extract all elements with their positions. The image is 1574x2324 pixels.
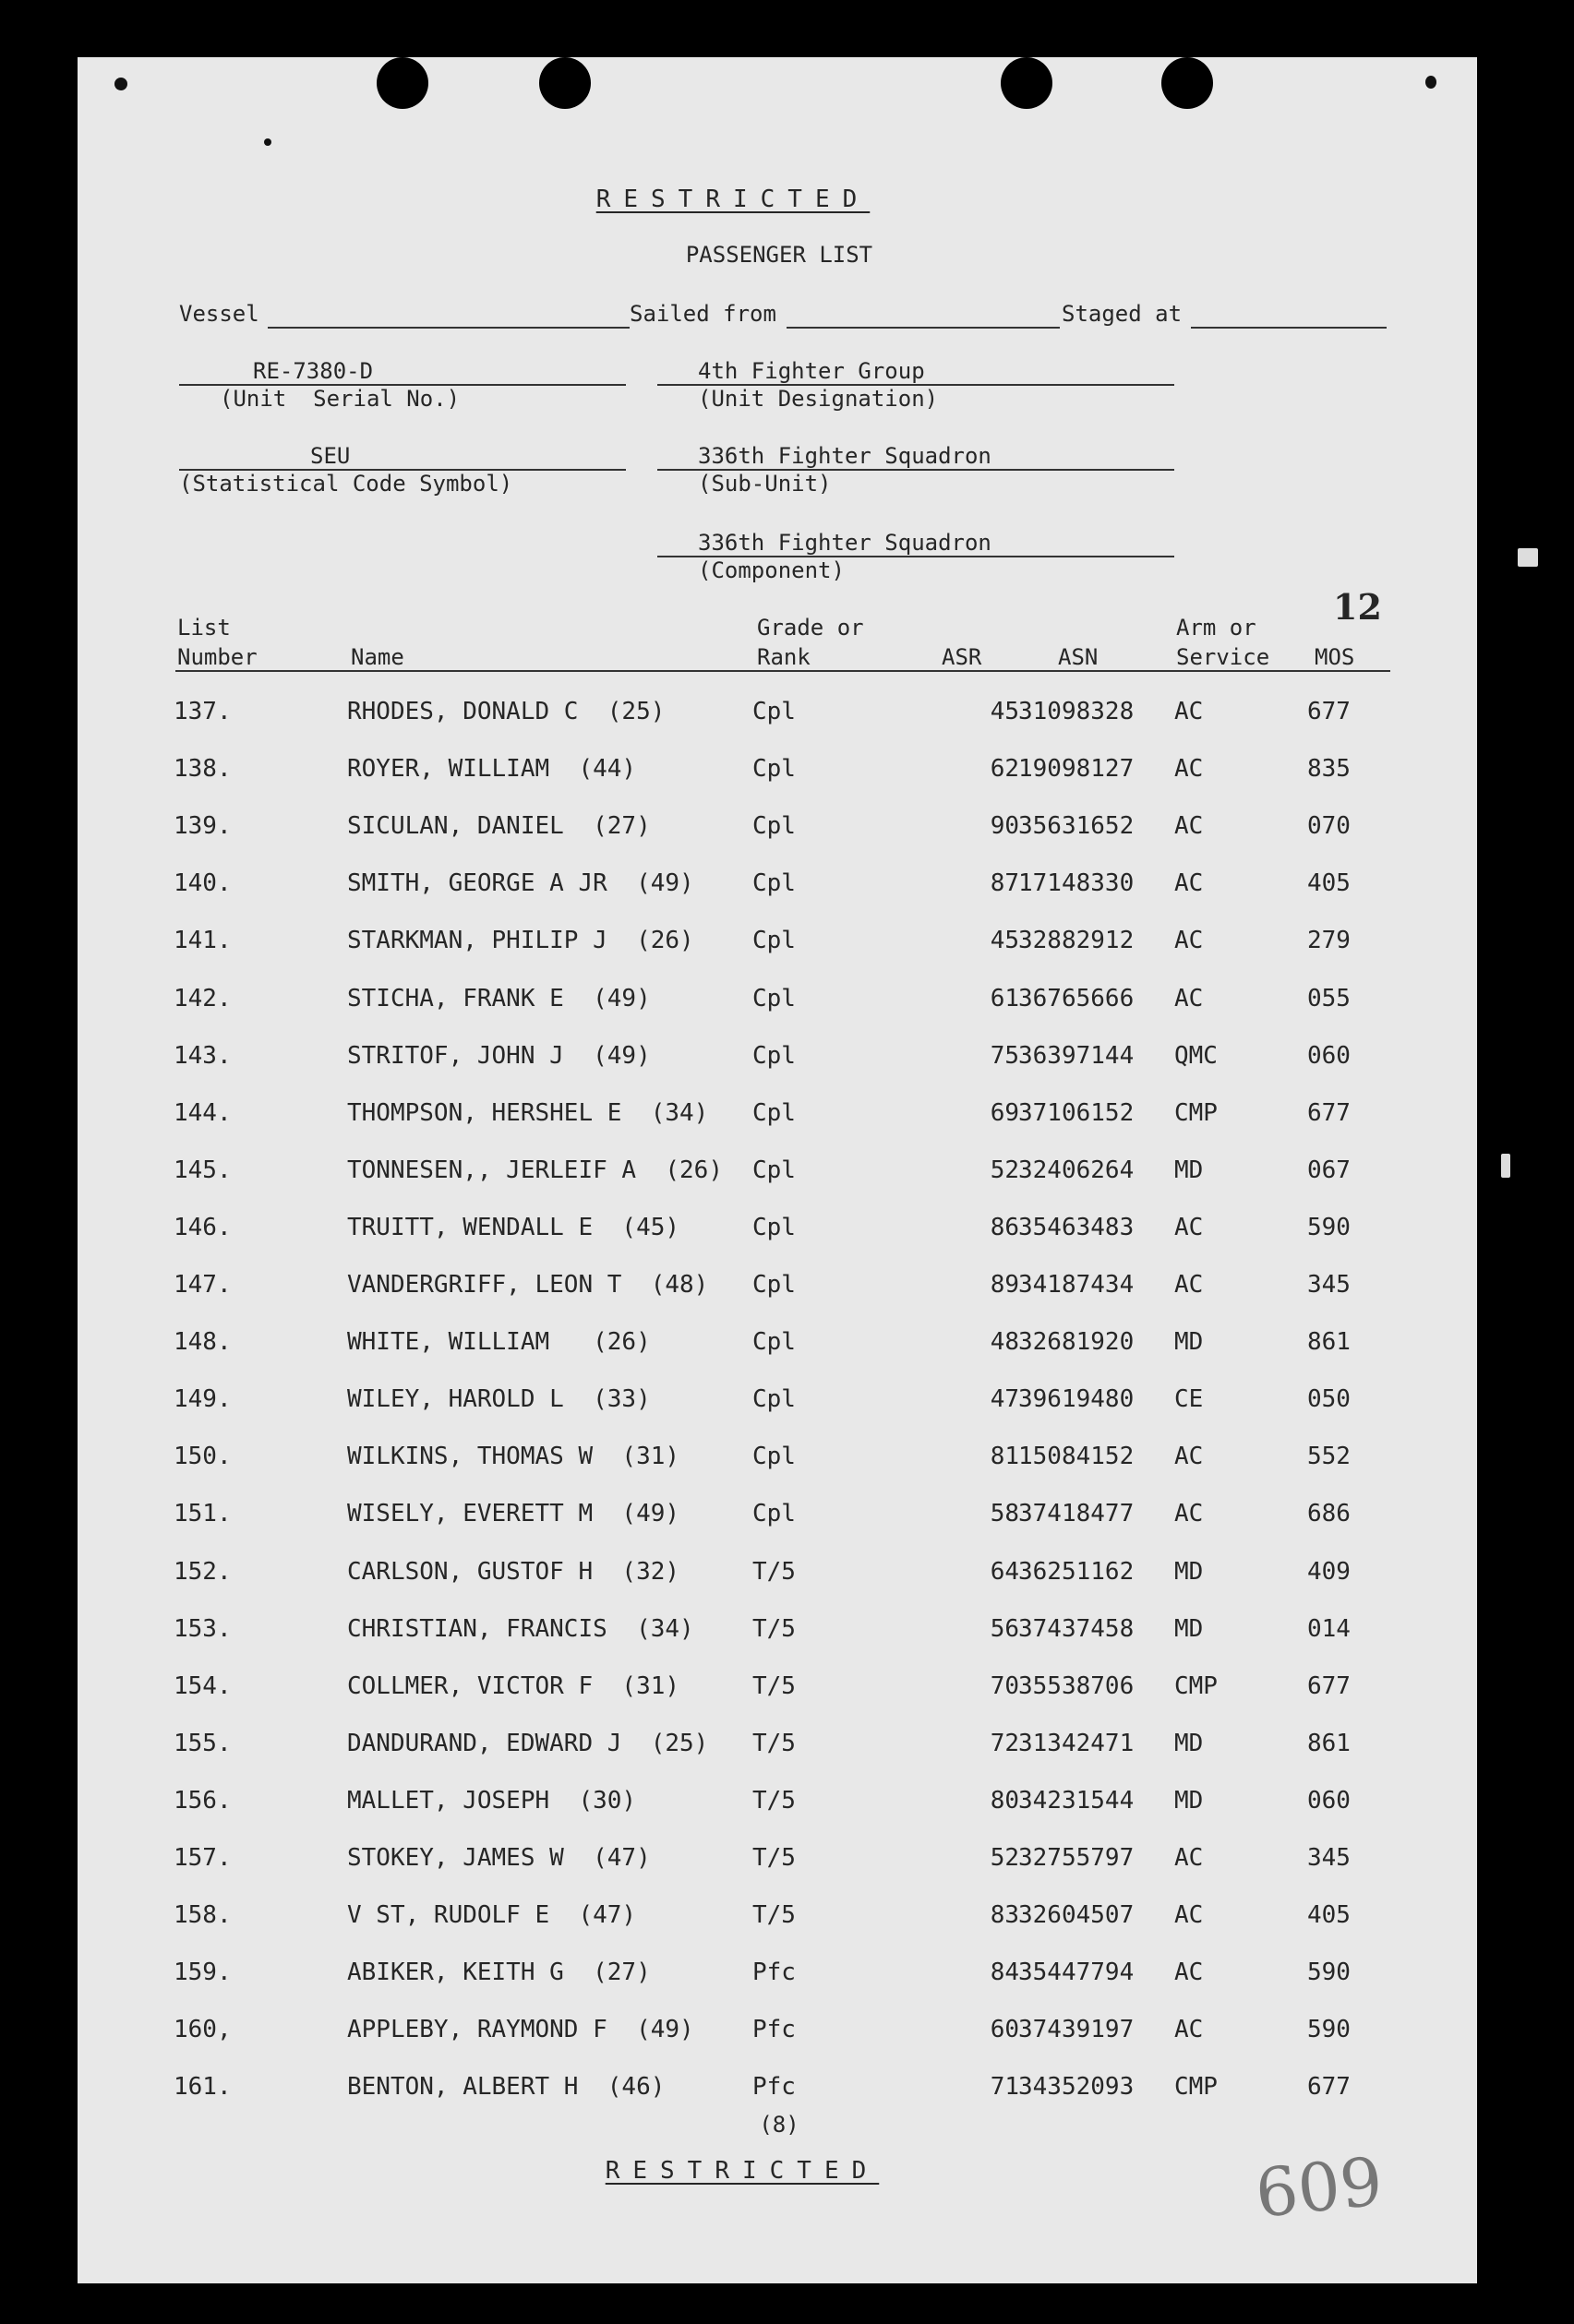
row-number: 143. — [174, 1041, 232, 1070]
row-arm: CMP — [1174, 1098, 1218, 1127]
row-mos: 677 — [1307, 698, 1351, 725]
row-name: SICULAN, DANIEL (27) — [347, 812, 651, 841]
edge-speck — [1501, 1154, 1510, 1178]
row-grade: Cpl — [752, 1385, 796, 1414]
row-asr: 81 — [990, 1443, 1019, 1471]
row-grade: T/5 — [752, 1557, 796, 1586]
row-asn: 36765666 — [1018, 984, 1135, 1012]
row-asr: 84 — [990, 1959, 1019, 1987]
row-number: 148. — [174, 1328, 232, 1357]
table-row — [78, 698, 1477, 735]
row-mos: 345 — [1307, 1271, 1351, 1299]
row-asn: 32755797 — [1018, 1844, 1135, 1872]
row-name: CARLSON, GUSTOF H (32) — [347, 1557, 680, 1586]
row-name: WILEY, HAROLD L (33) — [347, 1385, 651, 1414]
row-number: 161. — [174, 2073, 232, 2102]
staged-at-line — [1191, 327, 1387, 329]
row-arm: CMP — [1174, 1671, 1218, 1700]
row-mos: 060 — [1307, 1786, 1351, 1815]
row-arm: AC — [1174, 1901, 1204, 1930]
row-asn: 32406264 — [1018, 1156, 1135, 1184]
table-row — [78, 2073, 1477, 2110]
sailed-from-label: Sailed from — [630, 301, 776, 327]
row-grade: Cpl — [752, 1443, 796, 1471]
row-grade: T/5 — [752, 1786, 796, 1815]
table-row — [78, 1156, 1477, 1193]
row-grade: Pfc — [752, 2073, 796, 2102]
row-mos: 405 — [1307, 869, 1351, 898]
row-grade: Cpl — [752, 984, 796, 1012]
table-row — [78, 927, 1477, 964]
row-asr: 86 — [990, 1213, 1019, 1241]
row-asn: 36251162 — [1018, 1557, 1135, 1586]
row-asn: 36397144 — [1018, 1041, 1135, 1070]
punch-hole-left-2 — [539, 57, 591, 109]
unit-serial-caption: (Unit Serial No.) — [220, 386, 461, 412]
table-row — [78, 1500, 1477, 1537]
row-number: 150. — [174, 1443, 232, 1471]
row-number: 156. — [174, 1786, 232, 1815]
table-row — [78, 869, 1477, 906]
row-number: 149. — [174, 1385, 232, 1414]
row-asr: 71 — [990, 2073, 1019, 2102]
row-arm: MD — [1174, 1786, 1204, 1815]
row-mos: 590 — [1307, 1959, 1351, 1987]
row-number: 160, — [174, 2016, 232, 2044]
table-row — [78, 1672, 1477, 1709]
row-arm: AC — [1174, 869, 1204, 898]
table-row — [78, 1558, 1477, 1595]
row-name: STOKEY, JAMES W (47) — [347, 1844, 651, 1872]
row-asr: 89 — [990, 1271, 1019, 1299]
row-asr: 58 — [990, 1500, 1019, 1528]
table-row — [78, 2016, 1477, 2053]
row-number: 151. — [174, 1500, 232, 1528]
row-arm: AC — [1174, 927, 1204, 955]
row-number: 158. — [174, 1901, 232, 1930]
edge-speck — [1518, 548, 1538, 567]
col-list-number-2: Number — [177, 644, 258, 670]
document-title: PASSENGER LIST — [685, 242, 873, 268]
row-asr: 56 — [990, 1614, 1019, 1643]
row-grade: Pfc — [752, 2016, 796, 2044]
component-value: 336th Fighter Squadron — [698, 530, 991, 556]
table-row — [78, 985, 1477, 1022]
row-asr: 62 — [990, 755, 1019, 784]
row-grade: Cpl — [752, 1041, 796, 1070]
row-mos: 677 — [1307, 2073, 1351, 2102]
row-arm: AC — [1174, 698, 1204, 725]
row-mos: 409 — [1307, 1557, 1351, 1586]
header-rule — [175, 670, 1390, 672]
row-mos: 060 — [1307, 1041, 1351, 1070]
row-name: WHITE, WILLIAM (26) — [347, 1328, 651, 1357]
row-asr: 75 — [990, 1041, 1019, 1070]
row-arm: MD — [1174, 1557, 1204, 1586]
row-mos: 677 — [1307, 1098, 1351, 1127]
row-arm: AC — [1174, 1271, 1204, 1299]
punch-hole-right-2 — [1161, 57, 1213, 109]
row-name: ABIKER, KEITH G (27) — [347, 1959, 651, 1987]
row-asr: 52 — [990, 1156, 1019, 1184]
row-name: STARKMAN, PHILIP J (26) — [347, 927, 694, 955]
row-number: 141. — [174, 927, 232, 955]
row-asn: 32604507 — [1018, 1901, 1135, 1930]
row-number: 159. — [174, 1959, 232, 1987]
row-grade: Pfc — [752, 1959, 796, 1987]
row-asn: 37418477 — [1018, 1500, 1135, 1528]
col-grade-2: Rank — [757, 644, 811, 670]
row-grade: Cpl — [752, 1213, 796, 1241]
row-name: VANDERGRIFF, LEON T (48) — [347, 1271, 709, 1299]
row-asn: 32882912 — [1018, 927, 1135, 955]
row-name: WILKINS, THOMAS W (31) — [347, 1443, 680, 1471]
table-row — [78, 1844, 1477, 1881]
row-arm: AC — [1174, 1443, 1204, 1471]
row-name: ROYER, WILLIAM (44) — [347, 755, 637, 784]
row-number: 155. — [174, 1729, 232, 1757]
row-number: 145. — [174, 1156, 232, 1184]
row-asn: 31342471 — [1018, 1729, 1135, 1757]
row-grade: T/5 — [752, 1614, 796, 1643]
row-name: CHRISTIAN, FRANCIS (34) — [347, 1614, 694, 1643]
classification-top: RESTRICTED — [595, 186, 871, 213]
row-grade: Cpl — [752, 1328, 796, 1357]
col-asn: ASN — [1058, 644, 1099, 670]
row-asr: 52 — [990, 1844, 1019, 1872]
row-name: MALLET, JOSEPH (30) — [347, 1786, 637, 1815]
row-mos: 552 — [1307, 1443, 1351, 1471]
table-row — [78, 1271, 1477, 1308]
row-asr: 48 — [990, 1328, 1019, 1357]
row-arm: AC — [1174, 812, 1204, 841]
row-arm: MD — [1174, 1328, 1204, 1357]
document-page — [78, 57, 1477, 2283]
component-caption: (Component) — [698, 557, 845, 583]
unit-serial-value: RE-7380-D — [253, 358, 374, 384]
table-row — [78, 1901, 1477, 1938]
row-grade: Cpl — [752, 1271, 796, 1299]
row-asn: 35631652 — [1018, 812, 1135, 841]
table-row — [78, 1214, 1477, 1251]
handwritten-note: 609 — [1251, 2142, 1387, 2233]
row-arm: AC — [1174, 755, 1204, 784]
page-mark: 12 — [1333, 586, 1382, 628]
row-grade: Cpl — [752, 869, 796, 898]
table-row — [78, 1443, 1477, 1479]
row-number: 146. — [174, 1213, 232, 1241]
row-number: 142. — [174, 984, 232, 1012]
row-grade: T/5 — [752, 1671, 796, 1700]
row-asr: 47 — [990, 1385, 1019, 1414]
row-asr: 69 — [990, 1098, 1019, 1127]
speck — [264, 138, 271, 146]
sailed-from-line — [787, 327, 1060, 329]
row-number: 137. — [174, 698, 232, 725]
row-asr: 90 — [990, 812, 1019, 841]
row-grade: Cpl — [752, 1098, 796, 1127]
row-asn: 34352093 — [1018, 2073, 1135, 2102]
table-row — [78, 1099, 1477, 1136]
row-asn: 39619480 — [1018, 1385, 1135, 1414]
row-mos: 050 — [1307, 1385, 1351, 1414]
row-arm: MD — [1174, 1156, 1204, 1184]
row-grade: T/5 — [752, 1901, 796, 1930]
row-arm: AC — [1174, 1500, 1204, 1528]
col-mos: MOS — [1315, 644, 1355, 670]
row-asn: 35538706 — [1018, 1671, 1135, 1700]
row-name: STICHA, FRANK E (49) — [347, 984, 651, 1012]
col-grade-1: Grade or — [757, 615, 864, 641]
stat-code-caption: (Statistical Code Symbol) — [179, 471, 513, 497]
row-name: SMITH, GEORGE A JR (49) — [347, 869, 694, 898]
row-arm: AC — [1174, 1959, 1204, 1987]
unit-designation-value: 4th Fighter Group — [698, 358, 925, 384]
row-name: TONNESEN,, JERLEIF A (26) — [347, 1156, 723, 1184]
col-arm-2: Service — [1176, 644, 1270, 670]
row-asn: 37437458 — [1018, 1614, 1135, 1643]
row-number: 154. — [174, 1671, 232, 1700]
row-asr: 60 — [990, 2016, 1019, 2044]
row-asn: 32681920 — [1018, 1328, 1135, 1357]
sub-unit-value: 336th Fighter Squadron — [698, 443, 991, 469]
page-number: (8) — [759, 2112, 799, 2138]
punch-hole-left — [377, 57, 428, 109]
row-asr: 70 — [990, 1671, 1019, 1700]
row-grade: Cpl — [752, 755, 796, 784]
row-number: 152. — [174, 1557, 232, 1586]
row-name: WISELY, EVERETT M (49) — [347, 1500, 680, 1528]
row-mos: 590 — [1307, 1213, 1351, 1241]
row-mos: 345 — [1307, 1844, 1351, 1872]
row-mos: 014 — [1307, 1614, 1351, 1643]
row-arm: MD — [1174, 1729, 1204, 1757]
row-name: COLLMER, VICTOR F (31) — [347, 1671, 680, 1700]
row-arm: AC — [1174, 1844, 1204, 1872]
row-mos: 861 — [1307, 1328, 1351, 1357]
row-arm: MD — [1174, 1614, 1204, 1643]
row-asn: 34187434 — [1018, 1271, 1135, 1299]
row-mos: 405 — [1307, 1901, 1351, 1930]
table-row — [78, 755, 1477, 792]
row-asn: 17148330 — [1018, 869, 1135, 898]
row-asn: 15084152 — [1018, 1443, 1135, 1471]
row-arm: AC — [1174, 984, 1204, 1012]
row-arm: CMP — [1174, 2073, 1218, 2102]
row-asr: 61 — [990, 984, 1019, 1012]
row-grade: Cpl — [752, 1500, 796, 1528]
row-number: 144. — [174, 1098, 232, 1127]
row-arm: AC — [1174, 2016, 1204, 2044]
row-grade: Cpl — [752, 698, 796, 725]
row-mos: 686 — [1307, 1500, 1351, 1528]
row-name: RHODES, DONALD C (25) — [347, 698, 666, 725]
row-number: 147. — [174, 1271, 232, 1299]
row-asr: 72 — [990, 1729, 1019, 1757]
row-mos: 279 — [1307, 927, 1351, 955]
row-number: 157. — [174, 1844, 232, 1872]
row-mos: 070 — [1307, 812, 1351, 841]
row-name: STRITOF, JOHN J (49) — [347, 1041, 651, 1070]
col-arm-1: Arm or — [1176, 615, 1256, 641]
row-asn: 19098127 — [1018, 755, 1135, 784]
row-mos: 677 — [1307, 1671, 1351, 1700]
row-name: DANDURAND, EDWARD J (25) — [347, 1729, 709, 1757]
unit-designation-caption: (Unit Designation) — [698, 386, 939, 412]
col-asr: ASR — [942, 644, 982, 670]
sub-unit-caption: (Sub-Unit) — [698, 471, 832, 497]
table-row — [78, 1787, 1477, 1824]
classification-bottom: RESTRICTED — [605, 2157, 880, 2185]
vessel-label: Vessel — [179, 301, 259, 327]
row-name: TRUITT, WENDALL E (45) — [347, 1213, 680, 1241]
row-mos: 861 — [1307, 1729, 1351, 1757]
row-number: 138. — [174, 755, 232, 784]
row-arm: QMC — [1174, 1041, 1218, 1070]
row-grade: Cpl — [752, 1156, 796, 1184]
row-arm: AC — [1174, 1213, 1204, 1241]
row-asr: 45 — [990, 927, 1019, 955]
row-asn: 37106152 — [1018, 1098, 1135, 1127]
row-mos: 835 — [1307, 755, 1351, 784]
row-asn: 31098328 — [1018, 698, 1135, 725]
staged-at-label: Staged at — [1062, 301, 1183, 327]
table-row — [78, 1328, 1477, 1365]
row-mos: 590 — [1307, 2016, 1351, 2044]
row-asn: 37439197 — [1018, 2016, 1135, 2044]
row-mos: 067 — [1307, 1156, 1351, 1184]
row-asr: 80 — [990, 1786, 1019, 1815]
row-asn: 35447794 — [1018, 1959, 1135, 1987]
col-list-number-1: List — [177, 615, 231, 641]
row-number: 139. — [174, 812, 232, 841]
stat-code-value: SEU — [310, 443, 351, 469]
row-grade: Cpl — [752, 927, 796, 955]
table-row — [78, 1615, 1477, 1652]
punch-hole-right — [1001, 57, 1052, 109]
row-asr: 83 — [990, 1901, 1019, 1930]
row-name: THOMPSON, HERSHEL E (34) — [347, 1098, 709, 1127]
table-row — [78, 1730, 1477, 1767]
row-asr: 45 — [990, 698, 1019, 725]
row-asr: 87 — [990, 869, 1019, 898]
row-name: V ST, RUDOLF E (47) — [347, 1901, 637, 1930]
row-number: 140. — [174, 869, 232, 898]
speck — [114, 78, 127, 90]
row-grade: Cpl — [752, 812, 796, 841]
row-asn: 34231544 — [1018, 1786, 1135, 1815]
row-name: APPLEBY, RAYMOND F (49) — [347, 2016, 694, 2044]
row-asr: 64 — [990, 1557, 1019, 1586]
speck — [1425, 76, 1436, 89]
row-grade: T/5 — [752, 1844, 796, 1872]
table-row — [78, 812, 1477, 849]
row-arm: CE — [1174, 1385, 1204, 1414]
row-grade: T/5 — [752, 1729, 796, 1757]
table-row — [78, 1042, 1477, 1079]
table-row — [78, 1385, 1477, 1422]
vessel-line — [268, 327, 630, 329]
row-asn: 35463483 — [1018, 1213, 1135, 1241]
col-name: Name — [351, 644, 404, 670]
row-mos: 055 — [1307, 984, 1351, 1012]
row-number: 153. — [174, 1614, 232, 1643]
row-name: BENTON, ALBERT H (46) — [347, 2073, 666, 2102]
table-row — [78, 1959, 1477, 1995]
